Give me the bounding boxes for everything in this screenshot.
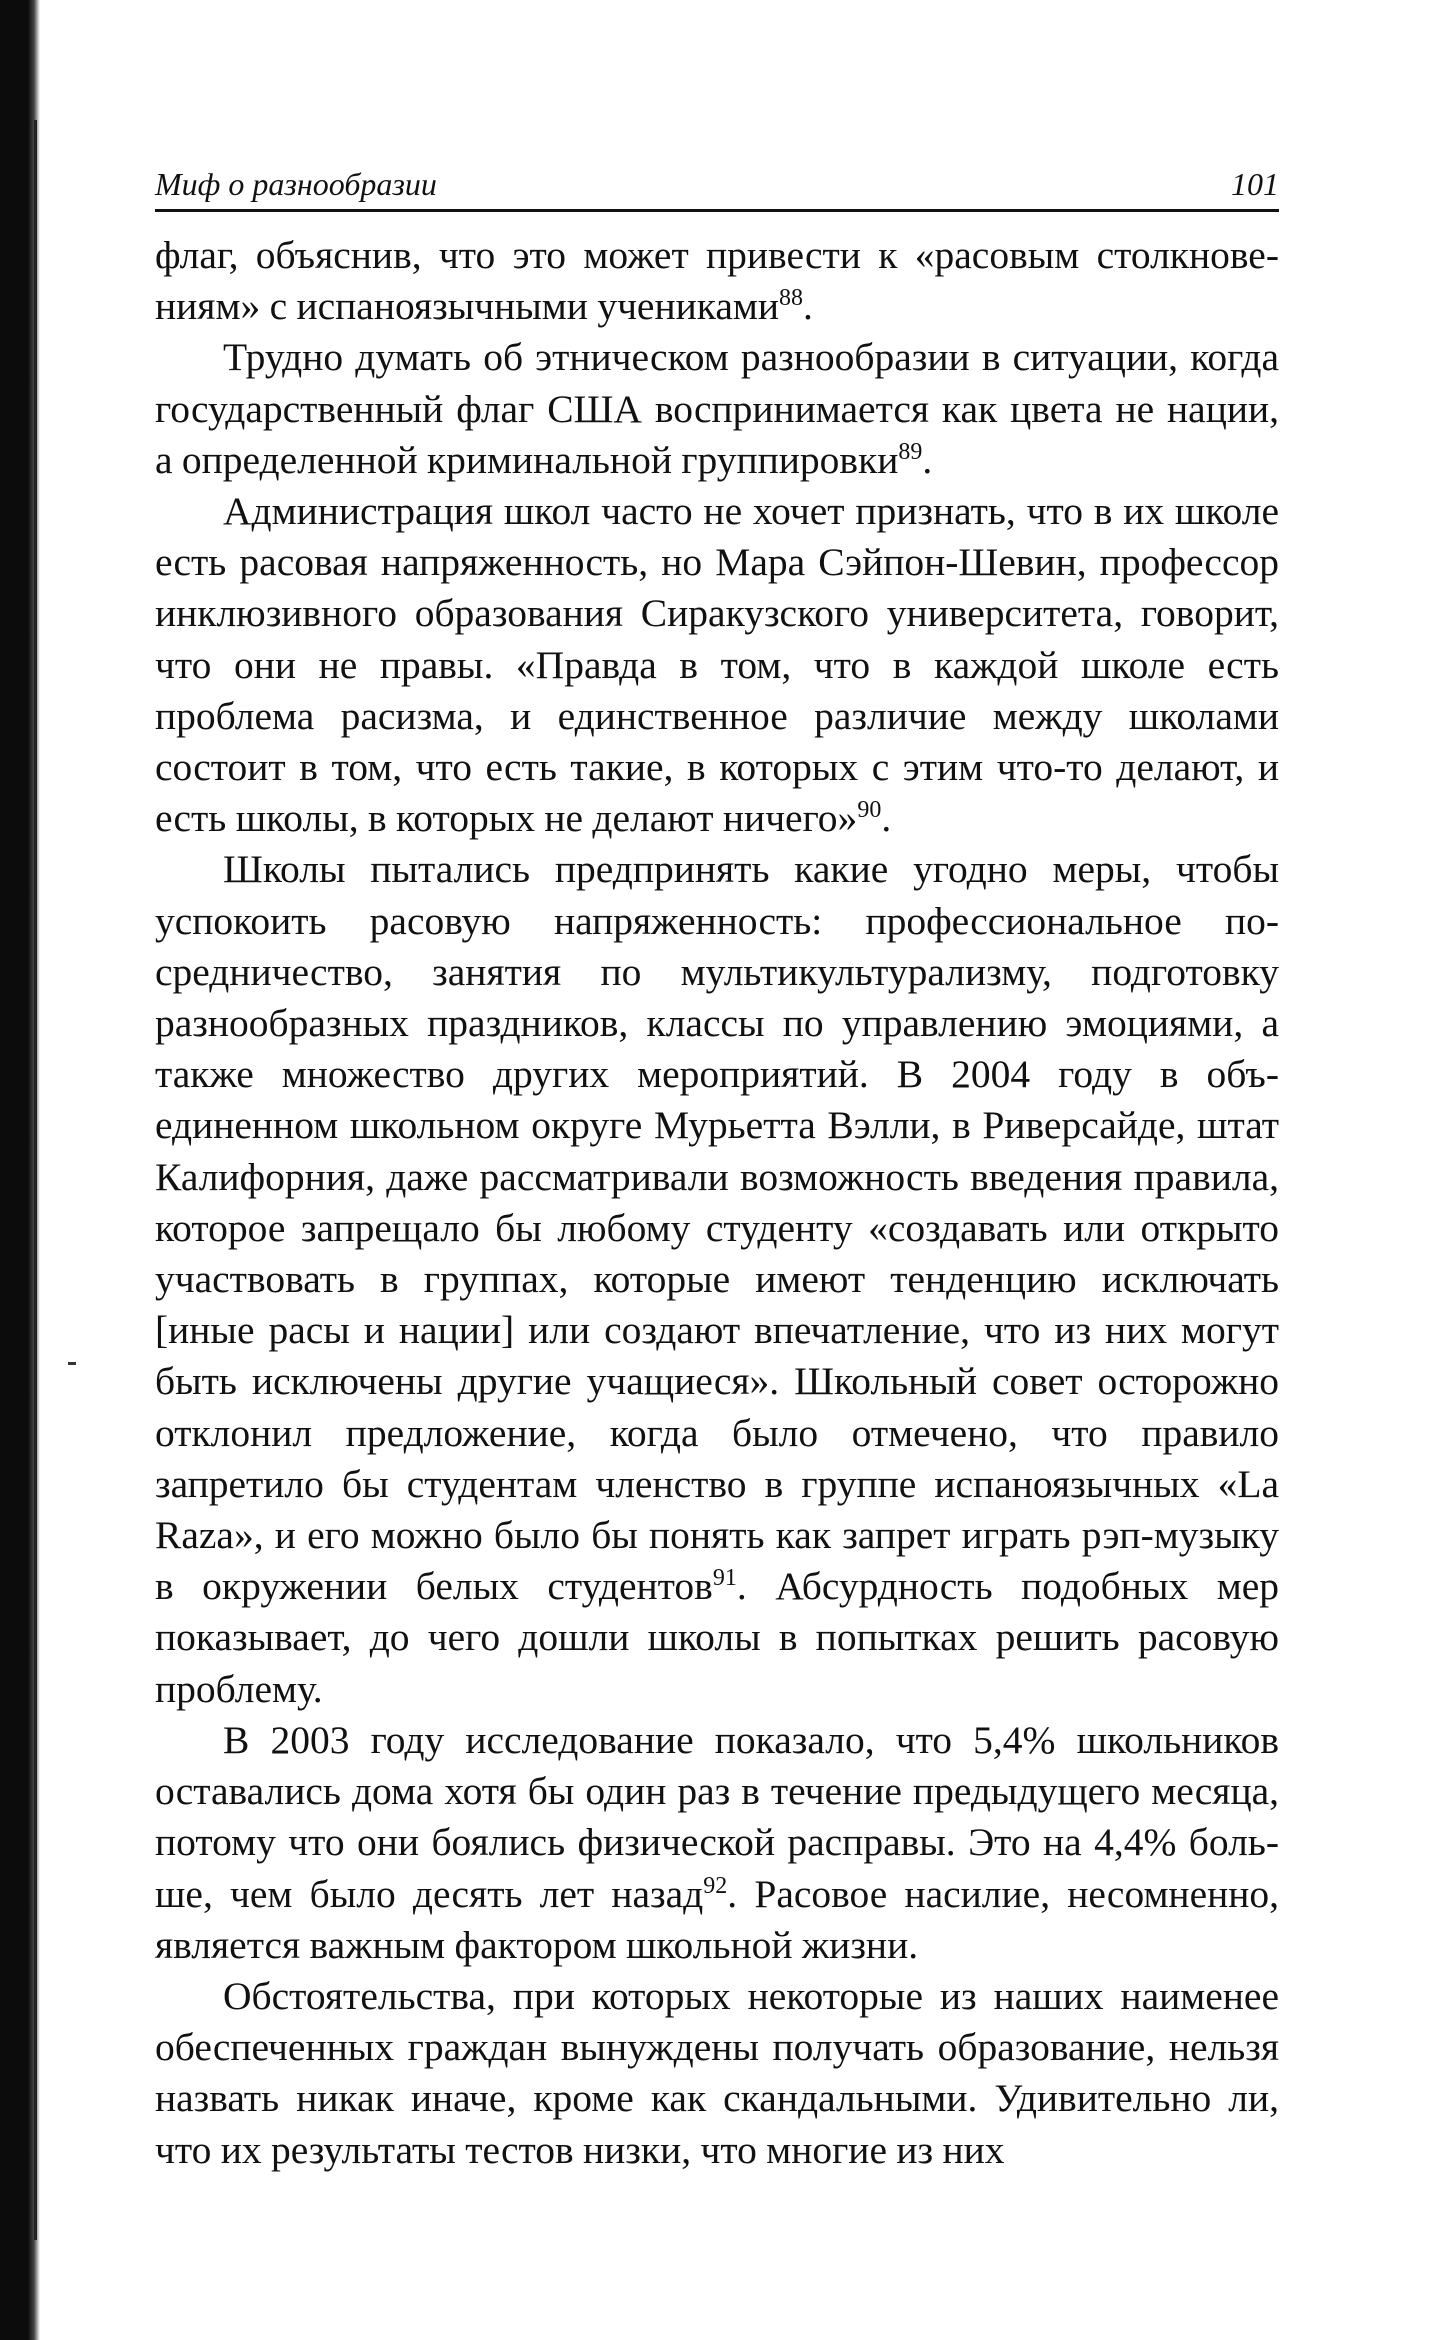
footnote-ref-91: 91: [712, 1565, 737, 1592]
paragraph-text: Обстоятельства, при которых некоторые из наших наименее обеспеченных граждан вынуждены получать образование, нельзя назвать никак иначе, кроме как скандальными. Удивительно ли, что их результаты тестов низки, что многие из них: [155, 1973, 1279, 2172]
paragraph-4: [155, 844, 1279, 1714]
book-page: [155, 165, 1279, 2176]
scan-binding-edge: [0, 0, 40, 2340]
footnote-ref-92: 92: [703, 1872, 728, 1899]
paragraph-6: [155, 1971, 1279, 2176]
chapter-title: Миф о разнообразии: [155, 166, 437, 202]
page-number: 101: [1231, 166, 1279, 202]
paragraph-text: . Абсурдность подобных мер показывает, до чего дошли школы в попытках решить расовую проблему.: [155, 1564, 1279, 1711]
paragraph-text: Школы пытались предпринять какие угодно меры, чтобы успокоить расовую напряженность: профессиональное посредничество, занятия по мультикультурализму, подготовку разнообразных праздников, классы по управлению эмоциями, а также множество других мероприятий. В 2004 году в объединенном школьном округе Мурьетта Вэлли, в Риверсайде, штат Калифорния, даже рассматривали возможность введения правила, которое запрещало бы любому студенту «создавать или открыто участвовать в группах, которые имеют тенденцию исключать [иные расы и нации] или создают впечатление, что из них могут быть исключены другие учащиеся». Школьный совет осторожно отклонил предложение, когда было отмечено, что правило запретило бы студентам членство в группе испаноязычных «La Raza», и его можно было бы понять как запрет играть рэп-музыку в окружении белых студентов: [155, 847, 1279, 1609]
paragraph-2: [155, 332, 1279, 486]
running-header: [155, 165, 1279, 212]
paragraph-text: Администрация школ часто не хочет признать, что в их школе есть расовая напряженность, но Мара Сэйпон-Шевин, профессор инклюзивного образования Сиракузского университета, говорит, что они не правы. «Правда в том, что в каждой школе есть проблема расизма, и единственное различие между школами состоит в том, что есть такие, в которых с этим что-то делают, и есть школы, в которых не делают ничего»: [155, 489, 1279, 841]
paragraph-text: . Расовое насилие, несомненно, является важным фактором школьной жизни.: [155, 1871, 1280, 1967]
footnote-ref-89: 89: [898, 438, 923, 465]
paragraph-5: [155, 1715, 1279, 1971]
paragraph-text: .: [803, 284, 813, 329]
paragraph-text: флаг, объяснив, что это может привести к «расовым столкновениям» с испаноязычными учениками: [155, 233, 1279, 329]
paragraph-text: .: [881, 796, 892, 841]
paragraph-text: .: [922, 437, 933, 482]
paragraph-1: [155, 230, 1279, 332]
paragraph-3: [155, 486, 1279, 844]
paragraph-text: Трудно думать об этническом разнообразии в ситуации, когда государственный флаг США воспринимается как цвета не нации, а определенной криминальной группировки: [155, 335, 1279, 482]
page-body: [155, 230, 1279, 2176]
paragraph-text: В 2003 году исследование показало, что 5,4% школьников оставались дома хотя бы один раз в течение предыдущего месяца, потому что они боялись физической расправы. Это на 4,4% больше, чем было десять лет назад: [155, 1717, 1279, 1916]
margin-mark: [68, 1362, 76, 1365]
footnote-ref-90: 90: [857, 797, 882, 824]
footnote-ref-88: 88: [779, 285, 804, 312]
